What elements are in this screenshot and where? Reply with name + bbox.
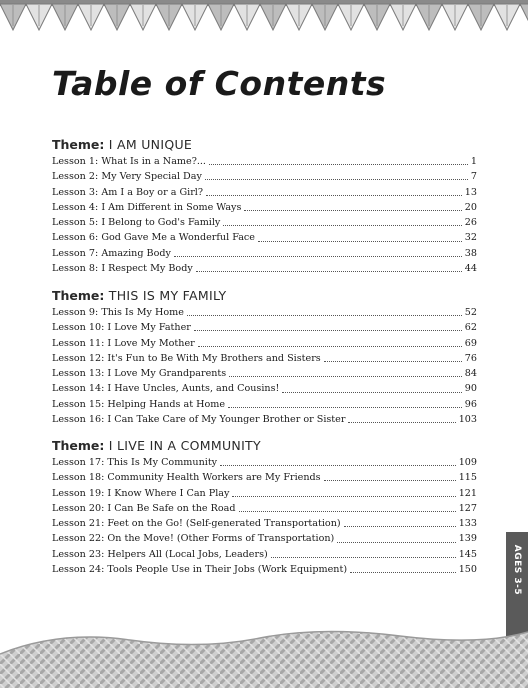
lesson-label: Lesson 3: bbox=[52, 186, 99, 198]
page-title: Table of Contents bbox=[52, 64, 387, 103]
lesson-entry bbox=[52, 501, 236, 516]
lesson-entry bbox=[52, 470, 321, 485]
lesson-title: I Respect My Body bbox=[101, 263, 193, 275]
lesson-title: Tools People Use in Their Jobs (Work Equipment) bbox=[107, 564, 348, 576]
lesson-list bbox=[52, 305, 477, 427]
lesson-label: Lesson 20: bbox=[52, 502, 105, 514]
dot-leader bbox=[258, 241, 462, 242]
dot-leader bbox=[174, 256, 462, 257]
lesson-label: Lesson 23: bbox=[52, 548, 105, 560]
toc-row bbox=[52, 366, 477, 381]
dot-leader bbox=[205, 179, 468, 180]
lesson-page-number: 139 bbox=[458, 533, 477, 545]
toc-row bbox=[52, 169, 477, 184]
dot-leader bbox=[196, 271, 462, 272]
top-leaf-border bbox=[0, 0, 528, 34]
lesson-entry bbox=[52, 215, 220, 230]
lesson-entry bbox=[52, 230, 255, 245]
lesson-label: Lesson 24: bbox=[52, 564, 105, 576]
lesson-page-number: 38 bbox=[464, 247, 477, 259]
toc-row bbox=[52, 305, 477, 320]
toc-row bbox=[52, 531, 477, 546]
lesson-title: I Love My Mother bbox=[107, 337, 195, 349]
theme-heading: Theme: I LIVE IN A COMMUNITY bbox=[52, 438, 261, 453]
lesson-entry bbox=[52, 305, 184, 320]
dot-leader bbox=[324, 480, 456, 481]
lesson-title: What Is in a Name?... bbox=[101, 156, 206, 167]
lesson-title: I Love My Father bbox=[107, 322, 191, 334]
lesson-entry bbox=[52, 531, 334, 546]
dot-leader bbox=[194, 330, 462, 331]
lesson-page-number: 150 bbox=[458, 564, 477, 576]
lesson-page-number: 32 bbox=[464, 232, 477, 244]
toc-row bbox=[52, 381, 477, 396]
toc-row bbox=[52, 547, 477, 562]
dot-leader bbox=[271, 557, 456, 558]
toc-row bbox=[52, 455, 477, 470]
lesson-title: I Can Be Safe on the Road bbox=[107, 502, 236, 514]
toc-row bbox=[52, 185, 477, 200]
dot-leader bbox=[239, 511, 456, 512]
lesson-title: God Gave Me a Wonderful Face bbox=[101, 232, 255, 244]
lesson-entry bbox=[52, 200, 241, 215]
lesson-title: I Have Uncles, Aunts, and Cousins! bbox=[107, 383, 280, 395]
lesson-label: Lesson 7: bbox=[52, 247, 99, 259]
theme-heading: Theme: THIS IS MY FAMILY bbox=[52, 288, 227, 303]
toc-row bbox=[52, 230, 477, 245]
lesson-page-number: 84 bbox=[464, 368, 477, 380]
lesson-entry bbox=[52, 320, 191, 335]
dot-leader bbox=[198, 346, 462, 347]
toc-row bbox=[52, 470, 477, 485]
lesson-page-number: 145 bbox=[458, 548, 477, 560]
toc-row bbox=[52, 397, 477, 412]
lesson-label: Lesson 13: bbox=[52, 368, 105, 380]
lesson-label: Lesson 8: bbox=[52, 263, 99, 275]
lesson-page-number: 109 bbox=[458, 457, 477, 468]
lesson-page-number: 76 bbox=[464, 352, 477, 364]
lesson-entry bbox=[52, 397, 225, 412]
theme-section-1 bbox=[52, 136, 477, 276]
lesson-label: Lesson 16: bbox=[52, 414, 105, 426]
dot-leader bbox=[337, 542, 455, 543]
toc-row bbox=[52, 351, 477, 366]
lesson-page-number: 127 bbox=[458, 502, 477, 514]
lesson-page-number: 115 bbox=[458, 472, 477, 484]
lesson-label: Lesson 17: bbox=[52, 457, 105, 468]
lesson-title: My Very Special Day bbox=[101, 171, 202, 183]
lesson-label: Lesson 18: bbox=[52, 472, 105, 484]
lesson-entry bbox=[52, 412, 345, 427]
lesson-label: Lesson 4: bbox=[52, 201, 99, 213]
dot-leader bbox=[282, 392, 461, 393]
lesson-title: I Am Different in Some Ways bbox=[101, 201, 242, 213]
dot-leader bbox=[220, 465, 456, 466]
dot-leader bbox=[223, 225, 461, 226]
lesson-label: Lesson 5: bbox=[52, 217, 99, 229]
lesson-entry bbox=[52, 185, 203, 200]
lesson-entry bbox=[52, 169, 202, 184]
lesson-title: Am I a Boy or a Girl? bbox=[101, 186, 204, 198]
lesson-entry bbox=[52, 516, 341, 531]
lesson-title: This Is My Home bbox=[101, 307, 184, 318]
toc-row bbox=[52, 336, 477, 351]
lesson-entry bbox=[52, 486, 229, 501]
lesson-title: This Is My Community bbox=[107, 457, 218, 468]
lesson-title: Helpers All (Local Jobs, Leaders) bbox=[107, 548, 268, 560]
lesson-entry bbox=[52, 455, 217, 470]
toc-row bbox=[52, 320, 477, 335]
theme-heading: Theme: I AM UNIQUE bbox=[52, 137, 193, 152]
lesson-title: I Know Where I Can Play bbox=[107, 487, 230, 499]
lesson-page-number: 1 bbox=[470, 156, 477, 167]
lesson-page-number: 96 bbox=[464, 398, 477, 410]
toc-row bbox=[52, 200, 477, 215]
lesson-label: Lesson 10: bbox=[52, 322, 105, 334]
lesson-label: Lesson 22: bbox=[52, 533, 105, 545]
dot-leader bbox=[187, 315, 462, 316]
toc-row bbox=[52, 412, 477, 427]
lesson-page-number: 133 bbox=[458, 518, 477, 530]
lesson-title: I Love My Grandparents bbox=[107, 368, 227, 380]
dot-leader bbox=[206, 195, 462, 196]
lesson-title: On the Move! (Other Forms of Transportation) bbox=[107, 533, 335, 545]
leaf-shape bbox=[520, 4, 528, 30]
lesson-page-number: 121 bbox=[458, 487, 477, 499]
lesson-entry bbox=[52, 547, 268, 562]
lesson-title: Amazing Body bbox=[101, 247, 171, 259]
lesson-label: Lesson 9: bbox=[52, 307, 99, 318]
toc-row bbox=[52, 486, 477, 501]
lesson-entry bbox=[52, 154, 206, 169]
theme-section-2 bbox=[52, 287, 477, 427]
lesson-title: Feet on the Go! (Self-generated Transportation) bbox=[107, 518, 341, 530]
lesson-page-number: 52 bbox=[464, 307, 477, 318]
lesson-entry bbox=[52, 336, 195, 351]
lesson-title: Helping Hands at Home bbox=[107, 398, 226, 410]
lesson-entry bbox=[52, 381, 279, 396]
toc-row bbox=[52, 516, 477, 531]
dot-leader bbox=[209, 164, 468, 165]
dot-leader bbox=[232, 496, 455, 497]
lesson-label: Lesson 2: bbox=[52, 171, 99, 183]
dot-leader bbox=[350, 572, 456, 573]
lesson-title: Community Health Workers are My Friends bbox=[107, 472, 321, 484]
dot-leader bbox=[324, 361, 462, 362]
lesson-title: It's Fun to Be With My Brothers and Sisters bbox=[107, 352, 321, 364]
lesson-entry bbox=[52, 562, 347, 577]
toc-row bbox=[52, 501, 477, 516]
lesson-label: Lesson 1: bbox=[52, 156, 99, 167]
lesson-label: Lesson 12: bbox=[52, 352, 105, 364]
dot-leader bbox=[244, 210, 461, 211]
lesson-entry bbox=[52, 366, 226, 381]
lesson-page-number: 7 bbox=[470, 171, 477, 183]
dot-leader bbox=[348, 422, 455, 423]
lesson-label: Lesson 11: bbox=[52, 337, 105, 349]
lesson-list bbox=[52, 455, 477, 577]
dot-leader bbox=[344, 526, 456, 527]
lesson-label: Lesson 15: bbox=[52, 398, 105, 410]
lesson-page-number: 44 bbox=[464, 263, 477, 275]
toc-row bbox=[52, 261, 477, 276]
lesson-page-number: 26 bbox=[464, 217, 477, 229]
lesson-page-number: 90 bbox=[464, 383, 477, 395]
theme-section-3 bbox=[52, 437, 477, 577]
toc-row bbox=[52, 562, 477, 577]
lesson-entry bbox=[52, 261, 193, 276]
lesson-title: I Can Take Care of My Younger Brother or Sister bbox=[107, 414, 346, 426]
toc-row bbox=[52, 246, 477, 261]
lesson-page-number: 62 bbox=[464, 322, 477, 334]
lesson-list bbox=[52, 154, 477, 276]
lesson-title: I Belong to God's Family bbox=[101, 217, 221, 229]
lesson-label: Lesson 6: bbox=[52, 232, 99, 244]
dot-leader bbox=[229, 376, 462, 377]
lesson-label: Lesson 21: bbox=[52, 518, 105, 530]
bottom-weave-border bbox=[0, 624, 528, 688]
dot-leader bbox=[228, 407, 462, 408]
lesson-entry bbox=[52, 246, 171, 261]
toc-row bbox=[52, 154, 477, 169]
lesson-page-number: 13 bbox=[464, 186, 477, 198]
age-side-tab-label: AGES 3-5 bbox=[512, 544, 522, 596]
lesson-page-number: 69 bbox=[464, 337, 477, 349]
toc-row bbox=[52, 215, 477, 230]
lesson-entry bbox=[52, 351, 321, 366]
lesson-label: Lesson 14: bbox=[52, 383, 105, 395]
lesson-page-number: 20 bbox=[464, 201, 477, 213]
lesson-label: Lesson 19: bbox=[52, 487, 105, 499]
lesson-page-number: 103 bbox=[458, 414, 477, 426]
